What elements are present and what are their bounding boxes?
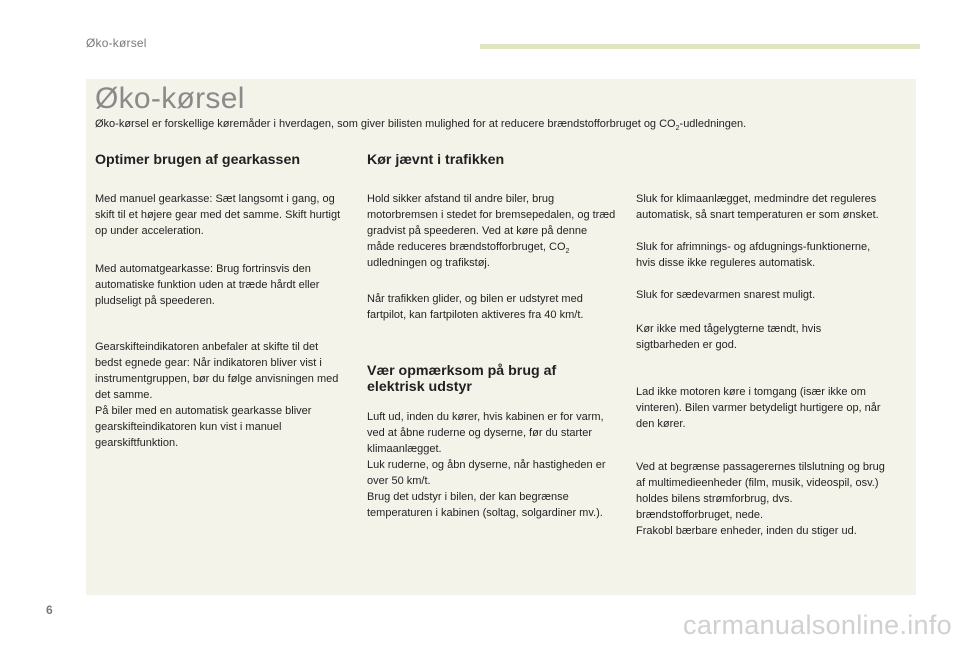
- page-number: 6: [46, 603, 53, 617]
- paragraph-multimedia: Ved at begrænse passagerernes tilslutning og brug af multimedieenheder (film, musik, videospil, osv.) holdes bilens strømforbrug, dvs. brændstofforbruget, nede.: [636, 461, 885, 521]
- paragraph-text-part: udledningen og trafikstøj.: [367, 257, 490, 269]
- heading-electrical-equipment: Vær opmærksom på brug af elektrisk udstyr: [367, 363, 557, 395]
- paragraph-portable-devices: Frakobl bærbare enheder, inden du stiger ud.: [636, 525, 857, 537]
- watermark: carmanualsonline.info: [683, 610, 952, 640]
- paragraph-air-conditioning: Sluk for klimaanlægget, medmindre det reguleres automatisk, så snart temperaturen er som ønsket.: [636, 193, 879, 221]
- paragraph-safe-distance: [367, 191, 617, 271]
- paragraph-close-windows: Luk ruderne, og åbn dyserne, når hastigheden er over 50 km/t.: [367, 459, 606, 487]
- header-section-title: Øko-kørsel: [86, 36, 147, 50]
- paragraph-text-part: Hold sikker afstand til andre biler, brug motorbremsen i stedet for bremsepedalen, og træd gradvist på speederen. Ved at køre på denne måde reduceres brændstofforbruget, CO: [367, 193, 616, 253]
- intro-subscript: 2: [675, 125, 680, 133]
- page-title: Øko-kørsel: [95, 82, 245, 115]
- paragraph-fog-lights: Kør ikke med tågelygterne tændt, hvis sigtbarheden er god.: [636, 323, 822, 351]
- paragraph-gearshift-automatic: På biler med en automatisk gearkasse bliver gearskifteindikatoren kun vist i manuel gearskiftfunktion.: [95, 405, 312, 449]
- paragraph-automatic-gearbox: Med automatgearkasse: Brug fortrinsvis den automatiske funktion uden at træde hårdt eller pludseligt på speederen.: [95, 263, 320, 307]
- paragraph-ventilate: Luft ud, inden du kører, hvis kabinen er for varm, ved at åbne ruderne og dyserne, før du starter klimaanlægget.: [367, 411, 604, 455]
- paragraph-seat-heating: Sluk for sædevarmen snarest muligt.: [636, 289, 816, 301]
- intro-text-part: -udledningen.: [679, 118, 747, 130]
- paragraph-subscript: 2: [565, 248, 570, 256]
- intro-text: [95, 118, 746, 132]
- heading-smooth-driving: Kør jævnt i trafikken: [367, 152, 505, 168]
- paragraph-gearshift-indicator: Gearskifteindikatoren anbefaler at skifte til det bedst egnede gear: Når indikatoren bliver vist i instrumentgruppen, bør du følge anvisningen med det samme.: [95, 341, 339, 401]
- paragraph-limit-temperature: Brug det udstyr i bilen, der kan begrænse temperaturen i kabinen (soltag, solgardiner mv.).: [367, 491, 603, 519]
- header-accent-bar: [480, 44, 920, 49]
- intro-text-part: Øko-kørsel er forskellige køremåder i hverdagen, som giver bilisten mulighed for at reducere brændstofforbruget og CO: [95, 118, 676, 130]
- paragraph-defrost: Sluk for afrimnings- og afdugnings-funktionerne, hvis disse ikke reguleres automatisk.: [636, 241, 871, 269]
- paragraph-idling: Lad ikke motoren køre i tomgang (især ikke om vinteren). Bilen varmer betydeligt hurtigere op, når den kører.: [636, 386, 881, 430]
- paragraph-manual-gearbox: Med manuel gearkasse: Sæt langsomt i gang, og skift til et højere gear med det samme. Skift hurtigt op under acceleration.: [95, 193, 341, 237]
- paragraph-cruise-control: Når trafikken glider, og bilen er udstyret med fartpilot, kan fartpiloten aktiveres fra 40 km/t.: [367, 293, 584, 321]
- heading-gearbox: Optimer brugen af gearkassen: [95, 152, 300, 168]
